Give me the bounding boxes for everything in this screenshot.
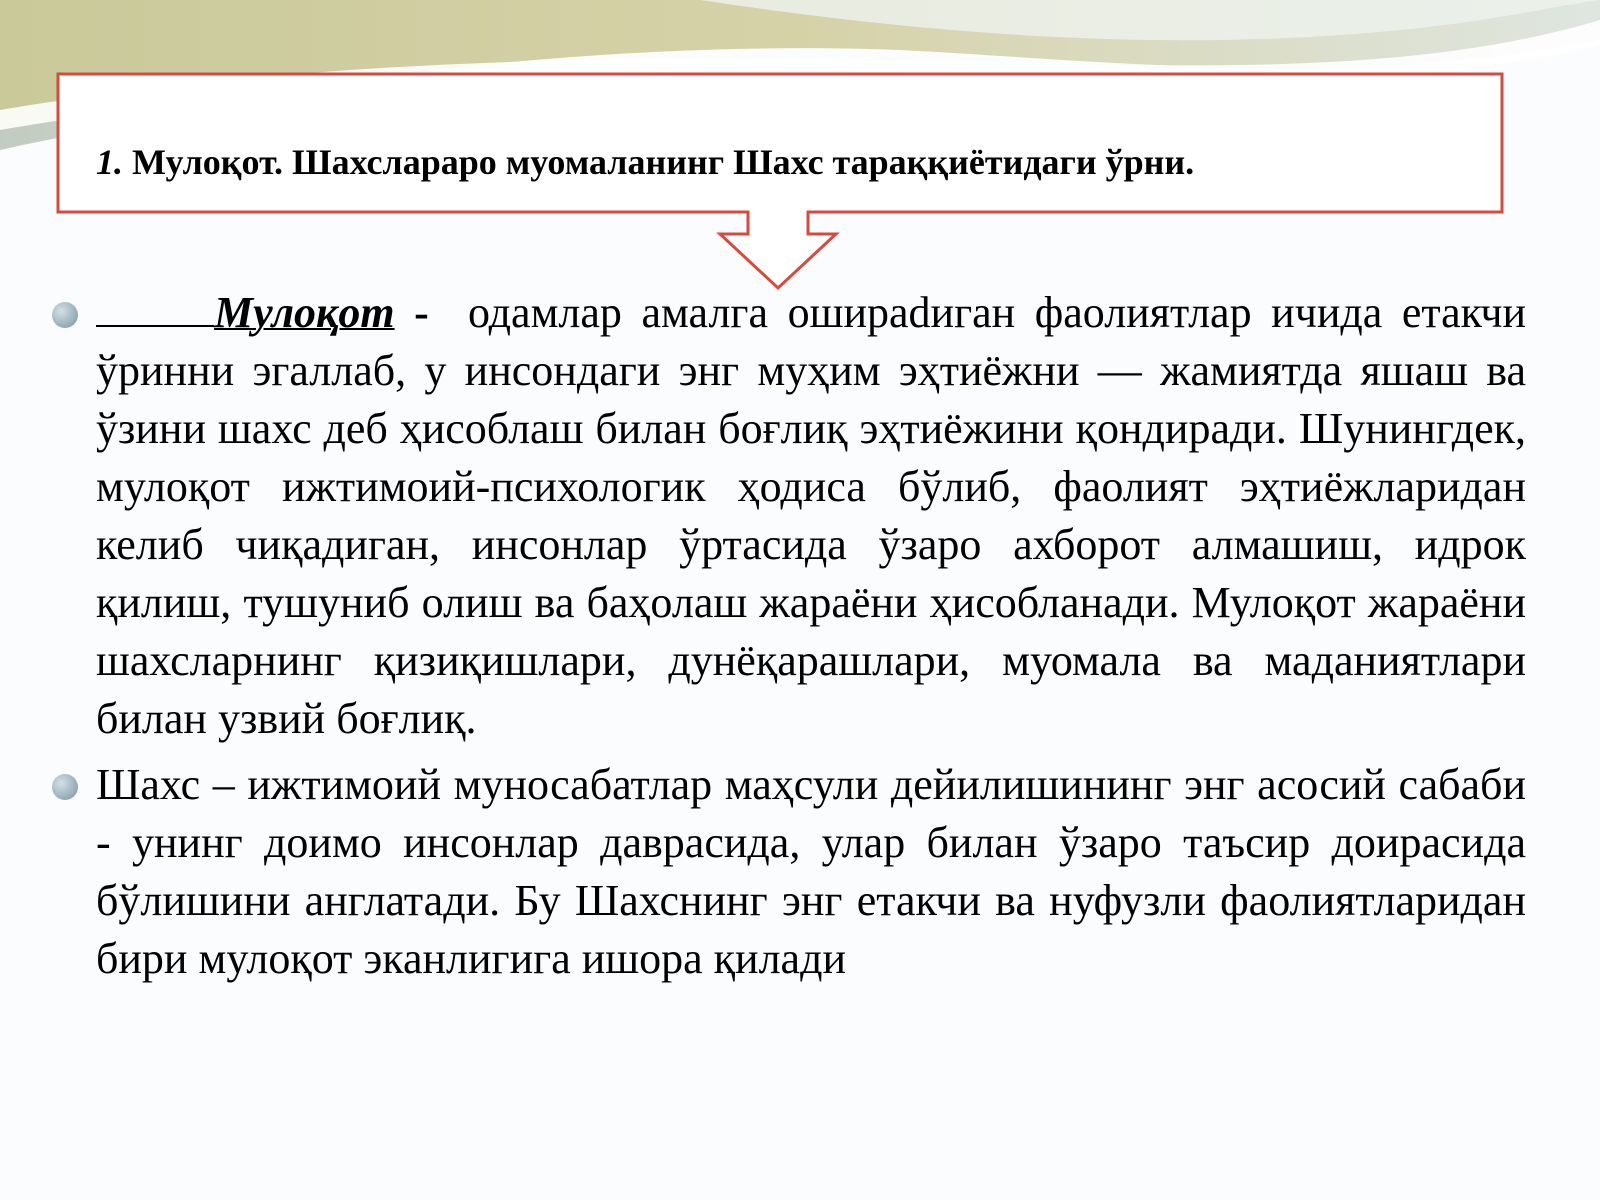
term-separator: - <box>394 288 468 337</box>
bullet-dot-icon <box>52 302 78 328</box>
person-text: Шахс – ижтимоий муносабатлар маҳсули дейилишининг энг асосий сабаби - унинг доимо инсонлар даврасида, улар билан ўзаро таъсир доирасида бўлишини англатади. Бу Шахснинг энг етакчи ва нуфузли фаолиятларидан бири мулоқот эканлигига ишора қилади <box>96 760 1526 983</box>
title-number: 1. <box>96 142 123 182</box>
slide-title <box>96 140 1496 184</box>
title-text: Мулоқот. Шахслараро муомаланинг Шахс тараққиётидаги ўрни. <box>132 142 1195 182</box>
bullet-item-person <box>96 756 1526 988</box>
bullet-item-definition <box>96 284 1526 748</box>
indent-underline <box>96 324 214 327</box>
definition-text: одамлар амалга ошираdиган фаолиятлар ичида етакчи ўринни эгаллаб, у инсондаги энг муҳим эҳтиёжни — жамиятда яшаш ва ўзини шахс деб ҳисоблаш билан боғлиқ эҳтиёжини қондиради. Шунингдек, мулоқот ижтимоий-психологик ҳодиса бўлиб, фаолият эҳтиёжларидан келиб чиқадиган, инсонлар ўртасида ўзаро ахборот алмашиш, идрок қилиш, тушуниб олиш ва баҳолаш жараёни ҳисобланади. Мулоқот жараёни шахсларнинг қизиқишлари, дунёқарашлари, муомала ва маданиятлари билан узвий боғлиқ. <box>96 288 1527 743</box>
bullet-dot-icon <box>52 774 78 800</box>
bullet-list <box>96 284 1526 996</box>
definition-term: Мулоқот <box>214 288 395 337</box>
